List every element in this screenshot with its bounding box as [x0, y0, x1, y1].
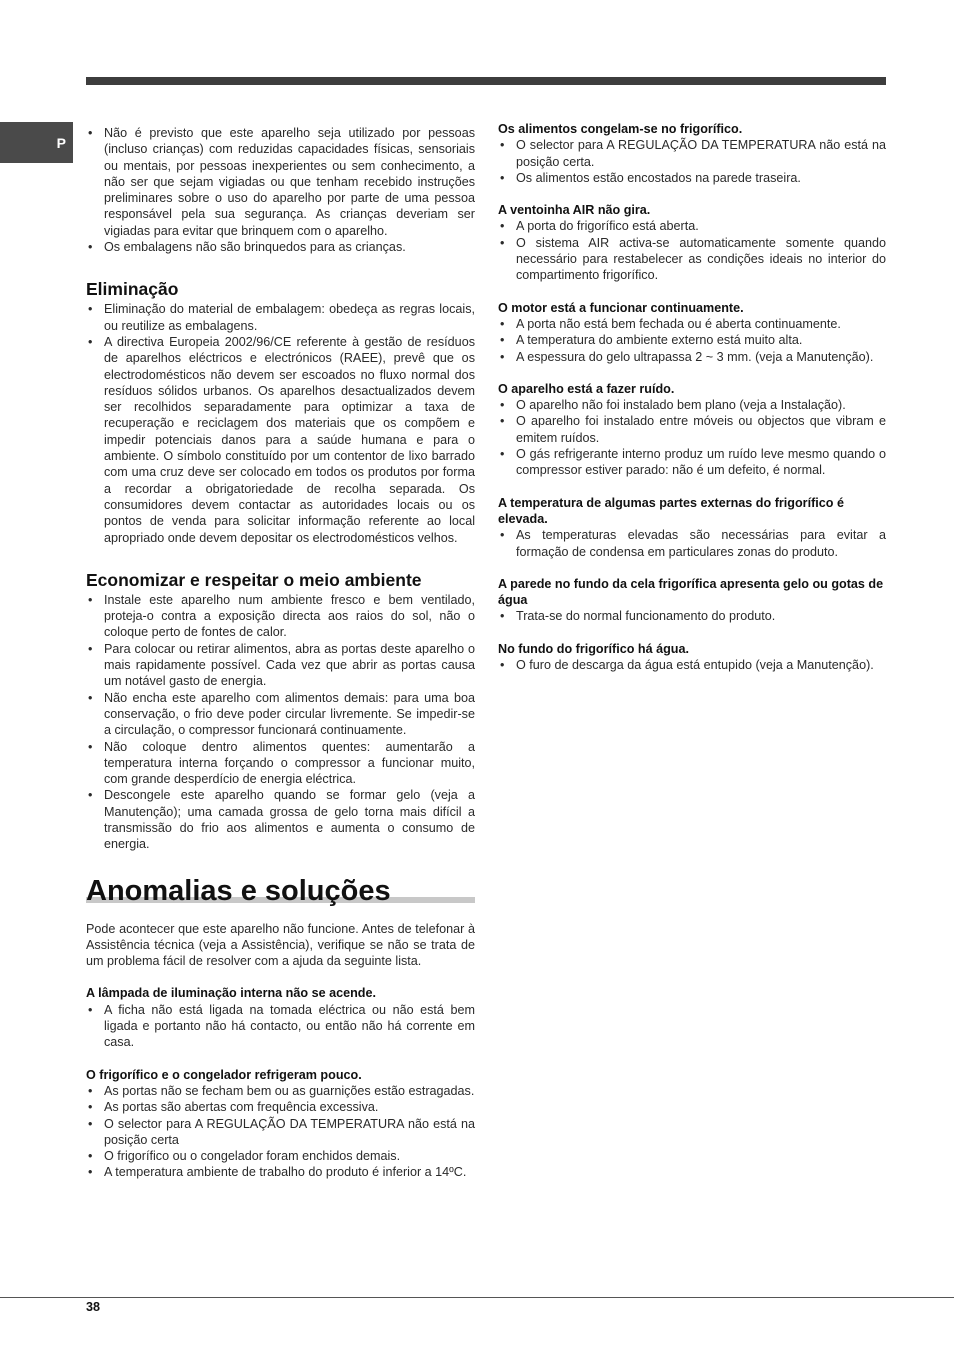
problem-causes: [498, 527, 886, 560]
list-item: • As portas não se fecham bem ou as guarnições estão estragadas.: [86, 1083, 475, 1099]
list-item: • As temperaturas elevadas são necessárias para evitar a formação de condensa em particulares zonas do produto.: [498, 527, 886, 560]
problem-causes: [498, 316, 886, 365]
list-item: • Para colocar ou retirar alimentos, abra as portas deste aparelho o mais rapidamente possível. Cada vez que abrir as portas causa um notável gasto de energia.: [86, 641, 475, 690]
left-column: [86, 125, 475, 1181]
section-title-economizar: Economizar e respeitar o meio ambiente: [86, 569, 422, 590]
list-item: • Descongele este aparelho quando se formar gelo (veja a Manutenção); uma camada grossa de gelo torna mais difícil a transmissão do frio aos alimentos e aumenta o consumo de energia.: [86, 787, 475, 852]
problem-title: O aparelho está a fazer ruído.: [498, 381, 675, 396]
problem-causes: [498, 218, 886, 283]
list-item: • A porta não está bem fechada ou é aberta continuamente.: [498, 316, 886, 332]
list-item: • Eliminação do material de embalagem: obedeça as regras locais, ou reutilize as embalagens.: [86, 301, 475, 334]
list-item: • O furo de descarga da água está entupido (veja a Manutenção).: [498, 657, 886, 673]
list-item: • A ficha não está ligada na tomada eléctrica ou não está bem ligada e portanto não há contacto, ou então não há corrente em casa.: [86, 1002, 475, 1051]
list-item: • Os embalagens não são brinquedos para as crianças.: [86, 239, 475, 255]
list-item: • A temperatura ambiente de trabalho do produto é inferior a 14ºC.: [86, 1164, 475, 1180]
list-item: • O gás refrigerante interno produz um ruído leve mesmo quando o compressor estiver parado: não é um defeito, é normal.: [498, 446, 886, 479]
list-item: • As portas são abertas com frequência excessiva.: [86, 1099, 475, 1115]
problem-title: Os alimentos congelam-se no frigorífico.: [498, 122, 743, 136]
list-item: • Instale este aparelho num ambiente fresco e bem ventilado, proteja-o contra a exposição directa aos raios do sol, não o coloque perto de fontes de calor.: [86, 592, 475, 641]
list-item: • O sistema AIR activa-se automaticamente somente quando necessário para restabelecer as condições ideais no interior do compartimento frigorífico.: [498, 235, 886, 284]
anomalias-intro: Pode acontecer que este aparelho não funcione. Antes de telefonar à Assistência técnica (veja a Assistência), verifique se não se trata de um problema fácil de resolver com a ajuda da seguinte lista.: [86, 921, 475, 969]
problem-causes: [498, 397, 886, 478]
list-item: • Não encha este aparelho com alimentos demais: para uma boa conservação, o frio deve poder circular livremente. Se impedir-se a circulação, o compressor funcionará continuamente.: [86, 690, 475, 739]
list-item: • A porta do frigorífico está aberta.: [498, 218, 886, 234]
header-rule: [86, 77, 886, 85]
list-item: • O aparelho não foi instalado bem plano (veja a Instalação).: [498, 397, 886, 413]
language-tab: P: [0, 122, 73, 163]
footer-rule: [0, 1297, 954, 1298]
problem-causes: [86, 1002, 475, 1051]
list-item: • O aparelho foi instalado entre móveis ou objectos que vibram e emitem ruídos.: [498, 413, 886, 446]
list-item: • A espessura do gelo ultrapassa 2 ~ 3 mm. (veja a Manutenção).: [498, 349, 886, 365]
page-number: 38: [86, 1300, 101, 1314]
list-item: • Trata-se do normal funcionamento do produto.: [498, 608, 886, 624]
chapter-title: Anomalias e soluções: [86, 874, 391, 907]
problem-title: A ventoinha AIR não gira.: [498, 203, 651, 218]
section-title-eliminacao: Eliminação: [86, 279, 179, 300]
list-item: • A directiva Europeia 2002/96/CE referente à gestão de resíduos de aparelhos eléctricos e electrónicos (RAEE), prevê que os electrodomésticos não devem ser escoados no fluxo normal dos resíduos sólidos urbanos. Os aparelhos desactualizados devem ser recolhidos separadamente para optimizar a taxa de recuperação e reciclagem dos materiais que os compõem e impedir potenciais danos para a saúde humana e para o ambiente. O símbolo constituído por um contentor de lixo barrado com uma cruz deve ser colocado em todos os produtos por forma a recordar a obrigatoriedade de recolha separada. Os consumidores devem contactar as autoridades locais ou os pontos de venda para solicitar informação referente ao local apropriado onde devem depositar os electrodomésticos velhos.: [86, 334, 475, 546]
right-column: [498, 121, 886, 673]
list-item: • Não coloque dentro alimentos quentes: aumentarão a temperatura interna forçando o compressor a funcionar muito, com grande desperdício de energia eléctrica.: [86, 739, 475, 788]
problem-title: No fundo do frigorífico há água.: [498, 641, 689, 656]
list-item: • A temperatura do ambiente externo está muito alta.: [498, 332, 886, 348]
problem-title: O frigorífico e o congelador refrigeram pouco.: [86, 1067, 362, 1082]
problem-causes: [86, 1083, 475, 1181]
problem-title: O motor está a funcionar continuamente.: [498, 300, 744, 315]
anomalias-heading: [86, 873, 475, 909]
safety-list: [86, 125, 475, 255]
list-item: • O selector para A REGULAÇÃO DA TEMPERATURA não está na posição certa: [86, 1116, 475, 1149]
list-item: • Os alimentos estão encostados na parede traseira.: [498, 170, 886, 186]
economizar-list: [86, 592, 475, 853]
list-item: • O frigorífico ou o congelador foram enchidos demais.: [86, 1148, 475, 1164]
list-item: • Não é previsto que este aparelho seja utilizado por pessoas (incluso crianças) com reduzidas capacidades físicas, sensoriais ou mentais, por pessoas inexperientes ou sem conhecimento, a não ser que sejam vigiadas ou que tenham recebido instruções preliminares sobre o uso do aparelho por parte de uma pessoa responsável pela sua segurança. As crianças deveriam ser vigiadas para evitar que brinquem com o aparelho.: [86, 125, 475, 239]
problem-causes: [498, 137, 886, 186]
problem-causes: [498, 608, 886, 624]
problem-title: A temperatura de algumas partes externas do frigorífico é elevada.: [498, 495, 844, 526]
problem-title: A lâmpada de iluminação interna não se acende.: [86, 986, 376, 1001]
problem-title: A parede no fundo da cela frigorífica apresenta gelo ou gotas de água: [498, 576, 884, 608]
list-item: • O selector para A REGULAÇÃO DA TEMPERATURA não está na posição certa.: [498, 137, 886, 170]
eliminacao-list: [86, 301, 475, 545]
problem-causes: [498, 657, 886, 673]
